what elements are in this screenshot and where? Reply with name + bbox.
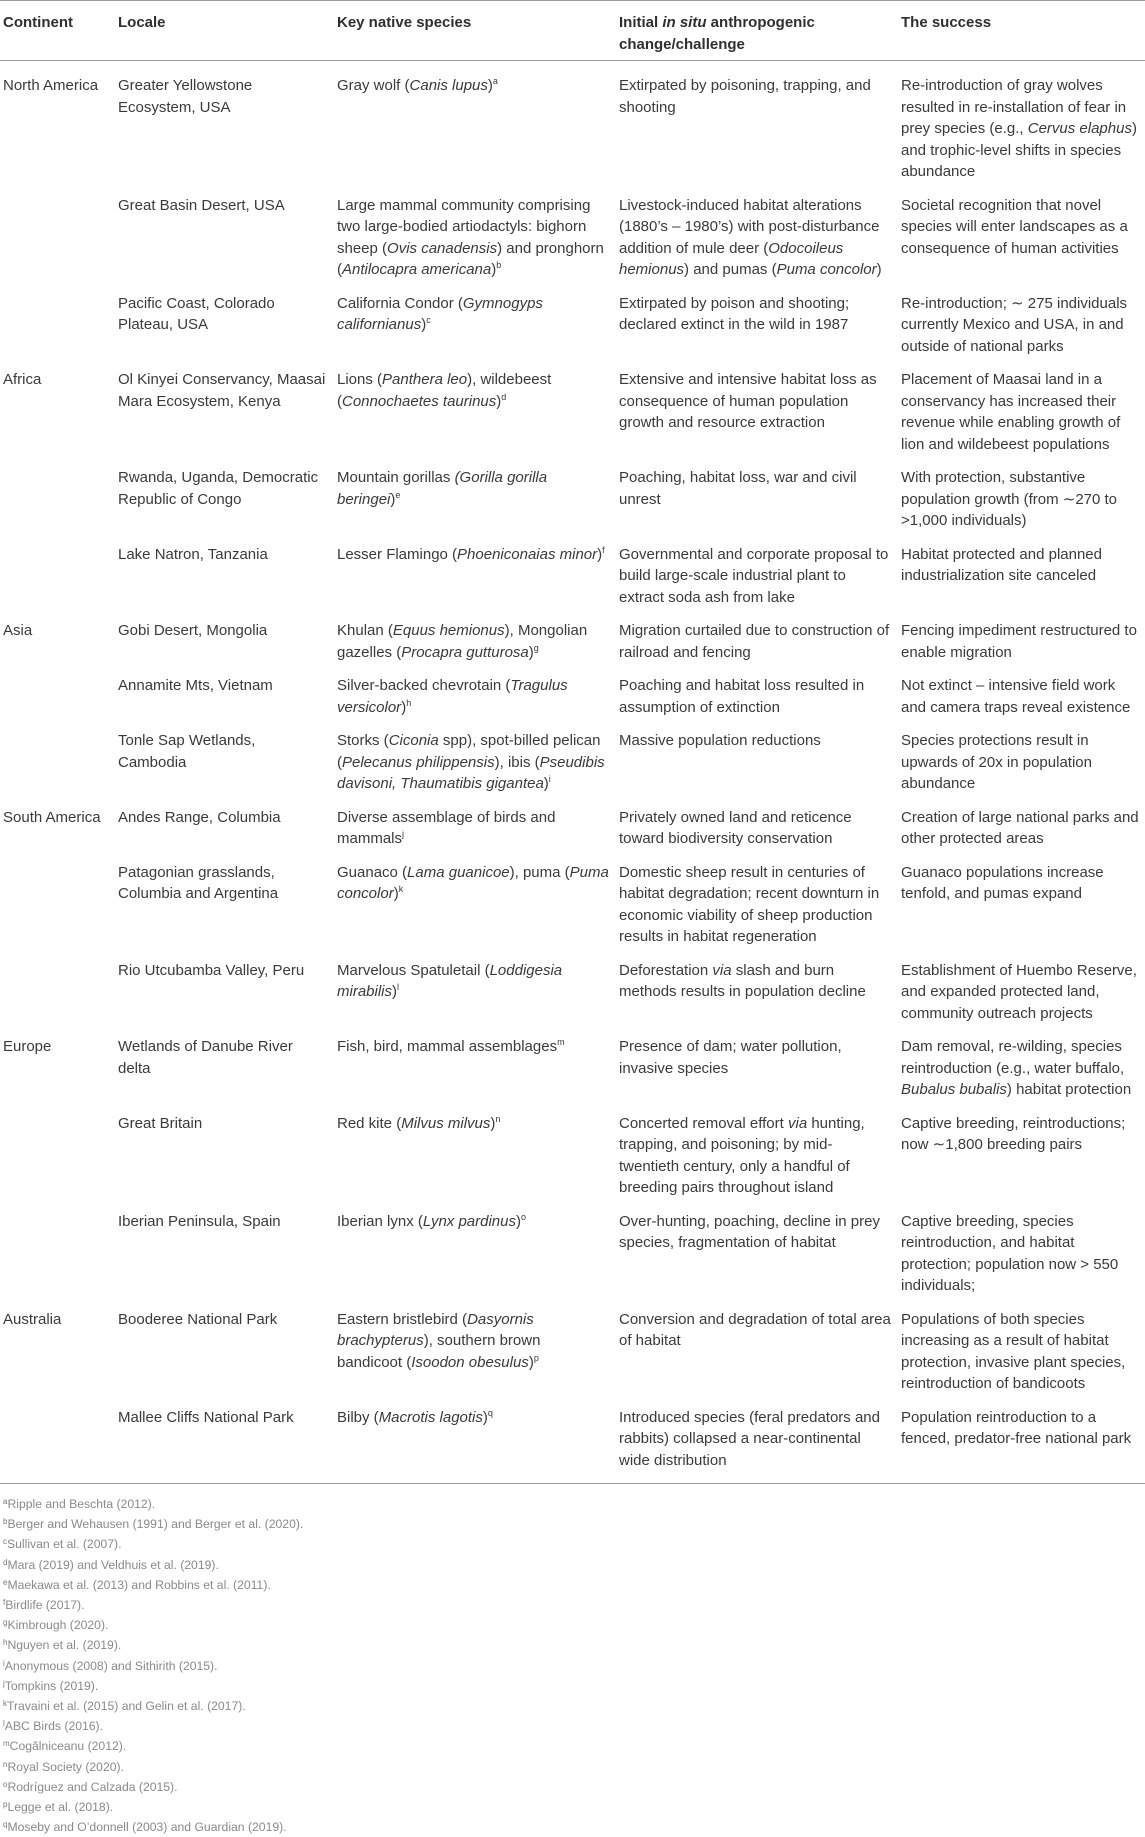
text-run: ) — [487, 77, 493, 94]
footnote-ref: g — [533, 642, 539, 653]
text-run: Dasyornis brachypterus — [337, 1310, 534, 1349]
cell-success — [901, 1211, 1145, 1297]
footnote-mark: p — [3, 1800, 8, 1810]
text-run: California Condor ( — [337, 294, 463, 312]
text-run: ), wildebeest ( — [337, 371, 552, 410]
cell-change — [619, 544, 901, 609]
text-run: Phoeniconaias minor — [457, 545, 598, 563]
text-run: Migration curtailed due to construction of railroad and fencing — [619, 622, 890, 661]
footnote — [0, 1716, 1145, 1736]
text-run: Populations of both species increasing as a result of habitat protection, invasive plant species, reintroduction of bandicoots — [901, 1310, 1126, 1392]
cell-continent — [0, 730, 118, 795]
footnote — [0, 1514, 1145, 1534]
cell-continent — [0, 960, 118, 1025]
cell-species — [337, 620, 619, 663]
cell-species — [337, 1036, 619, 1101]
text-run: ) — [490, 1114, 496, 1132]
text-run: Guanaco ( — [337, 863, 408, 881]
text-run: Lesser Flamingo ( — [337, 545, 458, 563]
cell-locale: Rwanda, Uganda, Democratic Republic of Congo — [118, 469, 319, 508]
text-run: Habitat protected and planned industrialization site canceled — [901, 545, 1102, 584]
table-row — [0, 668, 1145, 723]
text-run: Canis lupus — [409, 77, 488, 94]
table-row — [0, 800, 1145, 855]
text-run: Marvelous Spatuletail ( — [337, 961, 490, 979]
text-run: Equus hemionus — [392, 622, 505, 639]
cell-change — [619, 75, 901, 183]
text-run: ) — [421, 316, 427, 333]
footnote-text: Kimbrough (2020). — [7, 1618, 109, 1633]
cell-locale: Iberian Peninsula, Spain — [118, 1212, 281, 1230]
text-run: Ovis canadensis — [387, 239, 498, 257]
cell-change — [619, 862, 901, 948]
text-run: Bubalus bubalis — [901, 1081, 1007, 1098]
text-run: Guanaco populations increase tenfold, and pumas expand — [901, 863, 1104, 902]
footnote — [0, 1797, 1145, 1817]
footnote-ref: l — [397, 982, 400, 992]
cell-change — [619, 807, 901, 850]
cell-continent — [0, 675, 118, 718]
text-run: Presence of dam; water pollution, invasive species — [619, 1038, 842, 1077]
footnote-ref: o — [521, 1211, 527, 1222]
cell-change — [619, 293, 901, 358]
cell-species — [337, 862, 619, 948]
footnote-ref: c — [426, 315, 431, 325]
text-run: Connochaetes taurinus — [342, 392, 497, 410]
footnote-ref: e — [395, 489, 401, 500]
footnote — [0, 1575, 1145, 1595]
text-run: Puma concolor — [337, 863, 609, 902]
text-run: ) — [390, 490, 396, 508]
text-run: ) and pronghorn ( — [337, 239, 604, 278]
text-run: Ciconia — [388, 732, 439, 749]
footnote-text: Tompkins (2019). — [4, 1678, 99, 1693]
cell-change — [619, 1113, 901, 1199]
text-run: Puma concolor — [776, 261, 877, 278]
text-run: ) — [528, 1353, 534, 1371]
text-run: Captive breeding, species reintroduction, and habitat protection; population now > 550 individuals; — [901, 1212, 1119, 1294]
footnote — [0, 1635, 1145, 1655]
cell-success — [901, 960, 1145, 1025]
text-run: ) — [543, 775, 549, 792]
text-run: ), ibis ( — [494, 753, 540, 771]
cell-success — [901, 620, 1145, 663]
table-row — [0, 61, 1145, 188]
table-row — [0, 188, 1145, 286]
text-run: ), puma ( — [509, 863, 570, 881]
cell-continent: Europe — [3, 1038, 52, 1055]
footnote-text: Berger and Wehausen (1991) and Berger et al. (2020). — [7, 1517, 304, 1532]
text-run: Mountain gorillas — [337, 469, 455, 486]
text-run: ), southern brown bandicoot ( — [337, 1332, 541, 1371]
cell-success — [901, 1309, 1145, 1395]
footnote-text: Anonymous (2008) and Sithirith (2015). — [4, 1658, 218, 1673]
footnote-mark: c — [3, 1537, 7, 1547]
cell-success — [901, 1113, 1145, 1199]
header-species: Key native species — [337, 14, 472, 31]
cell-continent — [0, 195, 118, 281]
cell-change — [619, 1309, 901, 1395]
footnote-text: Birdlife (2017). — [5, 1598, 85, 1613]
text-run: Not extinct – intensive field work and camera traps reveal existence — [901, 677, 1131, 716]
cell-locale: Wetlands of Danube River delta — [118, 1038, 293, 1077]
text-run: Storks ( — [337, 732, 389, 749]
footnote-ref: f — [602, 544, 605, 555]
text-run: Red kite ( — [337, 1114, 402, 1132]
cell-continent: Australia — [3, 1310, 62, 1328]
text-run: hunting, trapping, and poisoning; by mid-twentieth century, only a handful of breeding pairs throughout island — [619, 1114, 865, 1196]
table-row — [0, 1029, 1145, 1106]
cell-success — [901, 467, 1145, 532]
text-run: ) — [528, 643, 534, 661]
text-run: Livestock-induced habitat alterations (1880’s – 1980’s) with post-disturbance addition of mule deer ( — [619, 196, 880, 257]
text-run: Loddigesia mirabilis — [337, 961, 563, 1000]
footnote — [0, 1676, 1145, 1696]
text-run: ) habitat protection — [1006, 1081, 1132, 1098]
text-run: ) — [482, 1408, 488, 1426]
text-run: Bilby ( — [337, 1408, 379, 1426]
cell-species — [337, 1407, 619, 1472]
text-run: Lynx pardinus — [422, 1212, 516, 1230]
text-run: (Gorilla gorilla beringei — [337, 469, 548, 508]
footnote-mark: e — [3, 1577, 8, 1587]
footnote-ref: q — [487, 1407, 493, 1418]
cell-locale: Great Britain — [118, 1114, 203, 1132]
cell-continent — [0, 1407, 118, 1472]
cell-locale: Greater Yellowstone Ecosystem, USA — [118, 77, 253, 116]
text-run: spp), spot-billed pelican ( — [337, 732, 601, 771]
footnote-ref: i — [548, 774, 551, 784]
text-run: Pelecanus philippensis — [342, 753, 495, 771]
text-run: Massive population reductions — [619, 732, 821, 749]
footnote-mark: o — [3, 1779, 8, 1789]
footnote-text: Maekawa et al. (2013) and Robbins et al. (2011). — [7, 1577, 271, 1592]
cell-locale: Great Basin Desert, USA — [118, 196, 285, 214]
text-run: Re-introduction of gray wolves resulted in re-installation of fear in prey species (e.g., — [901, 77, 1127, 137]
footnote-mark: f — [3, 1598, 6, 1608]
text-run: Milvus milvus — [401, 1114, 491, 1132]
text-run: via — [712, 961, 732, 979]
table-row — [0, 1106, 1145, 1204]
footnote-ref: h — [406, 697, 412, 708]
footnote-mark: h — [3, 1638, 8, 1648]
text-run: ) and trophic-level shifts in species abundance — [901, 120, 1137, 180]
table-row — [0, 1302, 1145, 1400]
text-run: Re-introduction; ∼ 275 individuals currently Mexico and USA, in and outside of national parks — [901, 294, 1128, 355]
cell-species — [337, 1211, 619, 1297]
table-header — [0, 0, 1145, 61]
text-run: Pseudibis davisoni, Thaumatibis gigantea — [337, 753, 605, 792]
cell-change — [619, 467, 901, 532]
text-run: Diverse assemblage of birds and mammals — [337, 808, 556, 847]
footnote-text: Rodríguez and Calzada (2015). — [7, 1779, 178, 1794]
footnote-mark: k — [3, 1699, 7, 1709]
table-row — [0, 613, 1145, 668]
header-locale: Locale — [118, 14, 166, 31]
footnote — [0, 1555, 1145, 1575]
text-run: Fencing impediment restructured to enable migration — [901, 622, 1137, 661]
footnote-text: Ripple and Beschta (2012). — [7, 1497, 156, 1511]
footnote-mark: a — [3, 1497, 8, 1506]
footnote-mark: m — [3, 1739, 10, 1749]
cell-change — [619, 369, 901, 455]
footnote-mark: l — [3, 1719, 5, 1729]
text-run: Over-hunting, poaching, decline in prey species, fragmentation of habitat — [619, 1212, 880, 1251]
cell-species — [337, 807, 619, 850]
footnote — [0, 1534, 1145, 1554]
text-run: Dam removal, re-wilding, species reintroduction (e.g., water buffalo, — [901, 1038, 1125, 1077]
text-run: ) — [491, 261, 497, 278]
text-run: ) — [496, 392, 502, 410]
cell-continent: Africa — [3, 371, 42, 388]
text-run: Silver-backed chevrotain ( — [337, 677, 511, 694]
text-run: Gray wolf ( — [337, 77, 410, 94]
footnote — [0, 1736, 1145, 1756]
footnote — [0, 1494, 1145, 1514]
cell-locale: Booderee National Park — [118, 1310, 278, 1328]
cell-success — [901, 195, 1145, 281]
text-run: Poaching and habitat loss resulted in assumption of extinction — [619, 677, 865, 716]
footnote-mark: j — [3, 1678, 5, 1688]
text-run: ), Mongolian gazelles ( — [337, 622, 588, 661]
text-run: Procapra gutturosa — [401, 643, 529, 661]
footnote — [0, 1595, 1145, 1615]
footnote-text: Moseby and O’donnell (2003) and Guardian (2019). — [7, 1820, 287, 1835]
footnote-text: Cogălniceanu (2012). — [9, 1739, 127, 1754]
footnote-text: Royal Society (2020). — [7, 1759, 124, 1774]
text-run: Odocoileus hemionus — [619, 239, 844, 278]
footnote — [0, 1615, 1145, 1635]
cell-continent: South America — [3, 808, 101, 826]
cell-species — [337, 1309, 619, 1395]
footnote-mark: i — [3, 1658, 5, 1668]
text-run: via — [787, 1114, 808, 1132]
cell-success — [901, 730, 1145, 795]
text-run: Placement of Maasai land in a conservancy has increased their revenue while enabling growth of lion and wildebeest populations — [901, 371, 1121, 453]
text-run: Antilocapra americana — [342, 261, 492, 278]
footnote-ref: m — [557, 1037, 565, 1047]
header-continent: Continent — [3, 14, 73, 31]
text-run: Privately owned land and reticence toward biodiversity conservation — [619, 808, 852, 847]
cell-change — [619, 620, 901, 663]
table-row — [0, 1400, 1145, 1477]
text-run: Lions ( — [337, 371, 383, 388]
table-row — [0, 460, 1145, 537]
cell-change — [619, 675, 901, 718]
text-run: Cervus elaphus — [1027, 120, 1132, 137]
text-run: Extensive and intensive habitat loss as consequence of human population growth and resource extraction — [619, 371, 877, 431]
cell-success — [901, 807, 1145, 850]
cell-species — [337, 467, 619, 532]
text-run: Panthera leo — [382, 371, 468, 388]
header-success: The success — [901, 14, 992, 31]
footnote-text: Nguyen et al. (2019). — [7, 1638, 122, 1653]
footnote-text: Mara (2019) and Veldhuis et al. (2019). — [7, 1557, 219, 1572]
cell-change — [619, 960, 901, 1025]
text-run: Societal recognition that novel species will enter landscapes as a consequence of human activities — [901, 196, 1128, 257]
footnote — [0, 1777, 1145, 1797]
text-run: Deforestation — [619, 961, 713, 979]
text-run: Isoodon obesulus — [411, 1353, 529, 1371]
cell-continent: Asia — [3, 622, 33, 639]
text-run: ) and pumas ( — [684, 261, 777, 278]
cell-species — [337, 75, 619, 183]
cell-species — [337, 730, 619, 795]
text-run: Fish, bird, mammal assemblages — [337, 1038, 558, 1055]
text-run: Creation of large national parks and other protected areas — [901, 808, 1139, 847]
text-run: Eastern bristlebird ( — [337, 1310, 468, 1328]
footnote-ref: d — [501, 391, 507, 402]
cell-continent — [0, 544, 118, 609]
footnote-ref: b — [496, 260, 502, 270]
table-row — [0, 855, 1145, 953]
cell-species — [337, 544, 619, 609]
cell-continent — [0, 862, 118, 948]
footnote-mark: d — [3, 1557, 8, 1567]
footnote-text: Legge et al. (2018). — [7, 1800, 114, 1815]
text-run: Macrotis lagotis — [378, 1408, 483, 1426]
table-row — [0, 1204, 1145, 1302]
header-change — [619, 1, 901, 60]
cell-success — [901, 544, 1145, 609]
cell-change — [619, 1036, 901, 1101]
text-run: Khulan ( — [337, 622, 393, 639]
cell-locale: Lake Natron, Tanzania — [118, 545, 268, 563]
cell-species — [337, 293, 619, 358]
cell-species — [337, 369, 619, 455]
table-row — [0, 286, 1145, 363]
header-change-post: anthropogenic change/challenge — [619, 14, 815, 53]
cell-continent — [0, 293, 118, 358]
cell-success — [901, 1036, 1145, 1101]
footnote-ref: a — [492, 76, 498, 86]
text-run: Species protections result in upwards of 20x in population abundance — [901, 732, 1092, 792]
text-run: Governmental and corporate proposal to build large-scale industrial plant to extract soda ash from lake — [619, 545, 889, 606]
cell-locale: Patagonian grasslands, Columbia and Argentina — [118, 863, 279, 902]
cell-change — [619, 730, 901, 795]
footnotes — [0, 1484, 1145, 1837]
text-run: Gymnogyps californianus — [337, 294, 543, 333]
table-row — [0, 953, 1145, 1030]
text-run: ) — [392, 983, 398, 1000]
cell-success — [901, 862, 1145, 948]
text-run: Concerted removal effort — [619, 1114, 788, 1132]
cell-locale: Annamite Mts, Vietnam — [118, 677, 273, 694]
footnote — [0, 1656, 1145, 1676]
footnote-mark: q — [3, 1820, 8, 1830]
text-run: ) — [876, 261, 882, 278]
cell-species — [337, 675, 619, 718]
cell-locale: Ol Kinyei Conservancy, Maasai Mara Ecosystem, Kenya — [118, 371, 326, 410]
cell-success — [901, 293, 1145, 358]
text-run: Extirpated by poisoning, trapping, and shooting — [619, 77, 871, 116]
table-body — [0, 61, 1145, 1476]
cell-change — [619, 1407, 901, 1472]
text-run: Population reintroduction to a fenced, predator-free national park — [901, 1408, 1132, 1447]
cell-species — [337, 960, 619, 1025]
cell-species — [337, 195, 619, 281]
cell-locale: Rio Utcubamba Valley, Peru — [118, 961, 305, 979]
footnote-mark: g — [3, 1618, 8, 1628]
footnote-ref: j — [402, 829, 405, 839]
cell-continent — [0, 1211, 118, 1297]
header-change-italic: in situ — [662, 14, 707, 31]
footnote-mark: n — [3, 1759, 8, 1769]
footnote-ref: k — [398, 884, 404, 894]
text-run: Tragulus versicolor — [337, 677, 568, 716]
cell-locale: Mallee Cliffs National Park — [118, 1408, 294, 1426]
text-run: Captive breeding, reintroductions; now ∼1,800 breeding pairs — [901, 1114, 1126, 1153]
cell-change — [619, 195, 901, 281]
table-row — [0, 723, 1145, 800]
text-run: slash and burn methods results in population decline — [619, 961, 866, 1000]
text-run: With protection, substantive population growth (from ∼270 to >1,000 individuals) — [901, 469, 1118, 529]
cell-locale: Pacific Coast, Colorado Plateau, USA — [118, 294, 275, 333]
cell-change — [619, 1211, 901, 1297]
footnote-text: Sullivan et al. (2007). — [7, 1537, 122, 1552]
text-run: Establishment of Huembo Reserve, and expanded protected land, community outreach projects — [901, 961, 1137, 1022]
text-run: Lama guanicoe — [407, 863, 510, 881]
footnote-ref: n — [495, 1113, 501, 1124]
text-run: ) — [393, 885, 399, 902]
cell-success — [901, 675, 1145, 718]
footnote — [0, 1817, 1145, 1837]
footnote-mark: b — [3, 1517, 8, 1527]
text-run: ) — [597, 545, 603, 563]
footnote — [0, 1757, 1145, 1777]
text-run: Domestic sheep result in centuries of habitat degradation; recent downturn in economic viability of sheep production results in habitat regeneration — [619, 863, 880, 945]
text-run: Conversion and degradation of total area of habitat — [619, 1310, 891, 1349]
cell-locale: Andes Range, Columbia — [118, 808, 281, 826]
cell-success — [901, 1407, 1145, 1472]
text-run: Poaching, habitat loss, war and civil unrest — [619, 469, 857, 508]
text-run: Large mammal community comprising two large-bodied artiodactyls: bighorn sheep ( — [337, 196, 591, 257]
footnote-text: Travaini et al. (2015) and Gelin et al. (2017). — [7, 1699, 246, 1714]
cell-locale: Gobi Desert, Mongolia — [118, 622, 268, 639]
cell-success — [901, 369, 1145, 455]
table-row — [0, 362, 1145, 460]
text-run: ) — [401, 698, 407, 716]
cell-success — [901, 75, 1145, 183]
header-change-pre: Initial — [619, 14, 663, 31]
cell-species — [337, 1113, 619, 1199]
cell-continent — [0, 467, 118, 532]
table-row — [0, 537, 1145, 614]
cell-locale: Tonle Sap Wetlands, Cambodia — [118, 732, 256, 771]
text-run: Extirpated by poison and shooting; declared extinct in the wild in 1987 — [619, 294, 850, 333]
footnote — [0, 1696, 1145, 1716]
text-run: ) — [516, 1212, 521, 1230]
text-run: Iberian lynx ( — [337, 1212, 423, 1230]
cell-continent — [0, 1113, 118, 1199]
footnote-ref: p — [533, 1352, 539, 1363]
text-run: Introduced species (feral predators and rabbits) collapsed a near-continental wide distribution — [619, 1408, 880, 1469]
cell-continent: North America — [3, 77, 99, 94]
footnote-text: ABC Birds (2016). — [4, 1719, 103, 1734]
